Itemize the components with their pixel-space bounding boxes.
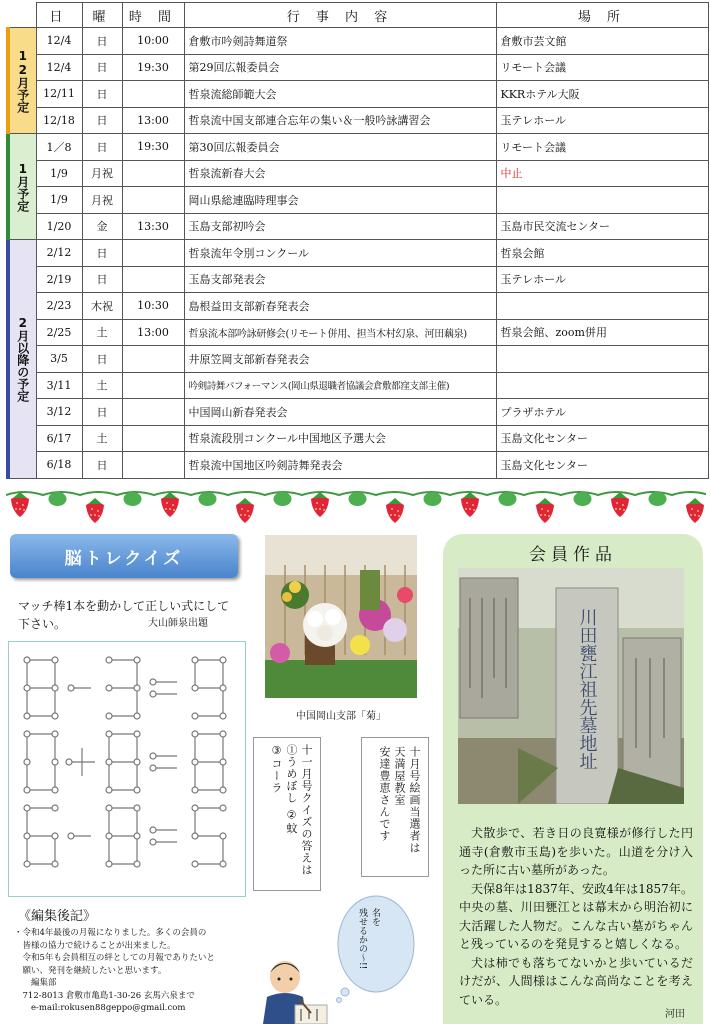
essay-author: 河田: [665, 1009, 685, 1020]
cell-event: 哲泉流総師範大会: [184, 81, 496, 108]
leaf-icon: [199, 492, 217, 506]
table-row: [8, 452, 708, 479]
cell-date: 6/18: [36, 452, 82, 479]
member-works-panel: [443, 534, 703, 1024]
bubble-line-1: 名を: [370, 908, 380, 926]
cell-place-cancelled: 中止: [496, 160, 708, 187]
cell-place: リモート会議: [496, 54, 708, 81]
cell-event: 哲泉流年令別コンクール: [184, 240, 496, 267]
cell-date: 3/5: [36, 346, 82, 373]
header-time: 時 間: [122, 3, 184, 28]
puzzle-row-2: [24, 731, 226, 793]
leaf-icon: [499, 492, 517, 506]
cell-time: 19:30: [122, 134, 184, 161]
member-works-title: 会員作品: [529, 545, 617, 565]
cell-event: 玉島支部発表会: [184, 266, 496, 293]
cell-day: 月祝: [82, 160, 122, 187]
cell-place: [496, 187, 708, 214]
puzzle-row-1: [24, 657, 226, 719]
quiz-instruction: マッチ棒1本を動かして正しい式にして下さい。: [18, 599, 230, 631]
cell-day: 日: [82, 107, 122, 134]
cell-date: 3/12: [36, 399, 82, 426]
strawberry-icon: [11, 492, 29, 517]
cell-event: 哲泉流新春大会: [184, 160, 496, 187]
notes-line: 712-8013 倉敷市亀島1-30-26 玄馬六泉まで: [14, 990, 195, 1001]
cell-time: [122, 187, 184, 214]
group-january: [8, 134, 36, 240]
cell-event: 玉島支部初吟会: [184, 213, 496, 240]
cell-place: 哲泉会館: [496, 240, 708, 267]
table-row: [8, 160, 708, 187]
cell-time: [122, 266, 184, 293]
group-february-label: 2月以降の予定: [15, 315, 30, 402]
cell-day: 木祝: [82, 293, 122, 320]
header-event: 行 事 内 容: [184, 3, 496, 28]
cell-time: 13:30: [122, 213, 184, 240]
cell-day: 日: [82, 346, 122, 373]
cell-place: 玉島市民交流センター: [496, 213, 708, 240]
cell-event: 第30回広報委員会: [184, 134, 496, 161]
cell-place: 玉テレホール: [496, 266, 708, 293]
notes-line: 令和5年も会員相互の絆としての月報でありたいと: [14, 953, 215, 963]
matchstick-equations: [9, 642, 245, 896]
cell-event: 中国岡山新春発表会: [184, 399, 496, 426]
table-row: [8, 372, 708, 399]
cell-day: 土: [82, 425, 122, 452]
leaf-icon: [424, 492, 442, 506]
header-place: 場 所: [496, 3, 708, 28]
photo-caption: 中国岡山支部「菊」: [296, 711, 386, 722]
table-row: [8, 134, 708, 161]
cell-time: [122, 399, 184, 426]
essay-paragraph-2: 天保8年は1837年、安政4年は1857年。中央の墓、川田甕江とは幕末から明治初に大活躍した人物だ。こんな古い墓がちゃんと残っているのを発見すると嬉しくなる。: [459, 881, 693, 951]
cell-date: 2/12: [36, 240, 82, 267]
cell-time: [122, 425, 184, 452]
cell-place: 倉敷市芸文館: [496, 28, 708, 55]
leaf-icon: [649, 492, 667, 506]
strawberry-icon: [461, 492, 479, 517]
winner-line-2: 天満屋教室: [393, 746, 406, 806]
table-row: [8, 319, 708, 346]
strawberry-border: [6, 487, 706, 527]
cell-date: 2/25: [36, 319, 82, 346]
schedule-table: [6, 2, 709, 479]
group-february-onward: [8, 240, 36, 479]
cell-date: 1/20: [36, 213, 82, 240]
leaf-icon: [349, 492, 367, 506]
drawing-winner-box: [361, 737, 429, 877]
table-row: [8, 107, 708, 134]
cell-event: 井原笠岡支部新春発表会: [184, 346, 496, 373]
cell-place: リモート会議: [496, 134, 708, 161]
notes-email: e-mail:rokusen88geppo@gmail.com: [14, 1003, 186, 1013]
cell-date: 2/19: [36, 266, 82, 293]
cell-place: [496, 293, 708, 320]
cell-day: 土: [82, 319, 122, 346]
cell-time: [122, 81, 184, 108]
cell-place: [496, 346, 708, 373]
cell-date: 3/11: [36, 372, 82, 399]
cell-event: 第29回広報委員会: [184, 54, 496, 81]
cell-date: 1/9: [36, 160, 82, 187]
quiz-author: 大山師泉出題: [148, 618, 208, 629]
cell-day: 月祝: [82, 187, 122, 214]
cell-event: 哲泉流本部吟詠研修会(リモート併用、担当木村幻泉、河田藕泉): [184, 319, 496, 346]
strawberry-icon: [86, 498, 104, 523]
group-december: [8, 28, 36, 134]
cell-date: 2/23: [36, 293, 82, 320]
cell-time: 13:00: [122, 319, 184, 346]
stone-inscription: 川田甕江祖先墓地址: [576, 608, 598, 770]
notes-line: ・令和4年最後の月報になりました。多くの会員の: [14, 928, 207, 938]
chrysanthemum-photo: [265, 535, 417, 698]
table-row: [8, 399, 708, 426]
cell-event: 哲泉流中国地区吟剣詩舞発表会: [184, 452, 496, 479]
table-row: [8, 187, 708, 214]
cell-place: プラザホテル: [496, 399, 708, 426]
notes-line: 編集部: [14, 978, 57, 988]
cell-time: 19:30: [122, 54, 184, 81]
cell-place: 玉島文化センター: [496, 425, 708, 452]
table-row: [8, 266, 708, 293]
strawberry-icon: [311, 492, 329, 517]
editors-notes-title: 《編集後記》: [18, 909, 97, 924]
strawberry-icon: [236, 498, 254, 523]
group-january-label: 1月予定: [15, 161, 30, 212]
cell-day: 日: [82, 240, 122, 267]
strawberry-icon: [386, 498, 404, 523]
cell-date: 12/18: [36, 107, 82, 134]
table-row: [8, 81, 708, 108]
winner-line-1: 十月号絵画当選者は: [408, 746, 421, 854]
quiz-answers-box: [253, 737, 321, 891]
cell-day: 日: [82, 28, 122, 55]
cell-time: 13:00: [122, 107, 184, 134]
leaf-icon: [574, 492, 592, 506]
cell-event: 哲泉流中国支部連合忘年の集い＆一般吟詠講習会: [184, 107, 496, 134]
cell-date: 12/4: [36, 28, 82, 55]
cell-place: 玉テレホール: [496, 107, 708, 134]
cell-event: 倉敷市吟剣詩舞道祭: [184, 28, 496, 55]
strawberry-icon: [686, 498, 704, 523]
cell-day: 日: [82, 452, 122, 479]
winner-line-3: 安達豊恵さんです: [378, 746, 391, 842]
member-essay: [459, 824, 693, 1009]
cell-date: 1/9: [36, 187, 82, 214]
essay-paragraph-3: 犬は柿でも落ちてないかと歩いているだけだが、人間様はこんな高尚なことを考えている。: [459, 955, 693, 1007]
thought-bubble-text: [355, 908, 381, 988]
cell-place: KKRホテル大阪: [496, 81, 708, 108]
header-date: 日: [36, 3, 82, 28]
matchstick-puzzle: [8, 641, 246, 897]
cell-place: 玉島文化センター: [496, 452, 708, 479]
answers-item-1: ①うめぼし ②蚊: [285, 744, 298, 835]
strawberry-icon: [161, 492, 179, 517]
cell-event: 哲泉流段別コンクール中国地区予選大会: [184, 425, 496, 452]
cell-time: [122, 160, 184, 187]
cell-day: 日: [82, 399, 122, 426]
group-december-label: 12月予定: [15, 48, 30, 113]
cell-time: [122, 372, 184, 399]
cell-day: 日: [82, 134, 122, 161]
cell-place: 哲泉会館、zoom併用: [496, 319, 708, 346]
notes-line: 皆様の協力で続けることが出来ました。: [14, 940, 176, 951]
cell-event: 岡山県総連臨時理事会: [184, 187, 496, 214]
cell-day: 土: [82, 372, 122, 399]
cell-day: 金: [82, 213, 122, 240]
cell-time: 10:00: [122, 28, 184, 55]
cell-event: 島根益田支部新春発表会: [184, 293, 496, 320]
cell-event: 吟剣詩舞パフォーマンス(岡山県退職者協議会倉敷都窪支部主催): [184, 372, 496, 399]
cell-date: 6/17: [36, 425, 82, 452]
puzzle-row-3: [24, 805, 226, 867]
table-row: [8, 54, 708, 81]
answers-item-2: ③コーラ: [270, 744, 283, 794]
answers-heading: 十一月号クイズの答えは: [300, 744, 313, 876]
cell-day: 日: [82, 54, 122, 81]
header-weekday: 曜: [82, 3, 122, 28]
cell-time: [122, 346, 184, 373]
header-group: [8, 3, 36, 28]
calligrapher-illustration: [255, 955, 330, 1024]
table-row: [8, 28, 708, 55]
cell-day: 日: [82, 266, 122, 293]
notes-line: 願い、発刊を継続したいと思います。: [14, 965, 167, 976]
grave-stones-photo: [458, 568, 684, 804]
quiz-title: 脳トレクイズ: [10, 534, 238, 578]
table-row: [8, 425, 708, 452]
bubble-line-2: 残せるかの～!!: [357, 908, 367, 970]
cell-time: 10:30: [122, 293, 184, 320]
table-header-row: [8, 3, 708, 28]
leaf-icon: [274, 492, 292, 506]
leaf-icon: [124, 492, 142, 506]
table-row: [8, 240, 708, 267]
editors-notes-body: [14, 927, 246, 1015]
strawberry-icon: [611, 492, 629, 517]
cell-place: [496, 372, 708, 399]
table-row: [8, 346, 708, 373]
cell-day: 日: [82, 81, 122, 108]
cell-time: [122, 240, 184, 267]
essay-paragraph-1: 犬散歩で、若き日の良寛様が修行した円通寺(倉敷市玉島)を歩いた。山道を分け入った所に古い墓所があった。: [459, 826, 693, 877]
cell-date: 1／8: [36, 134, 82, 161]
cell-date: 12/11: [36, 81, 82, 108]
table-row: [8, 213, 708, 240]
cell-date: 12/4: [36, 54, 82, 81]
cell-time: [122, 452, 184, 479]
leaf-icon: [49, 492, 67, 506]
table-row: [8, 293, 708, 320]
strawberry-icon: [536, 498, 554, 523]
